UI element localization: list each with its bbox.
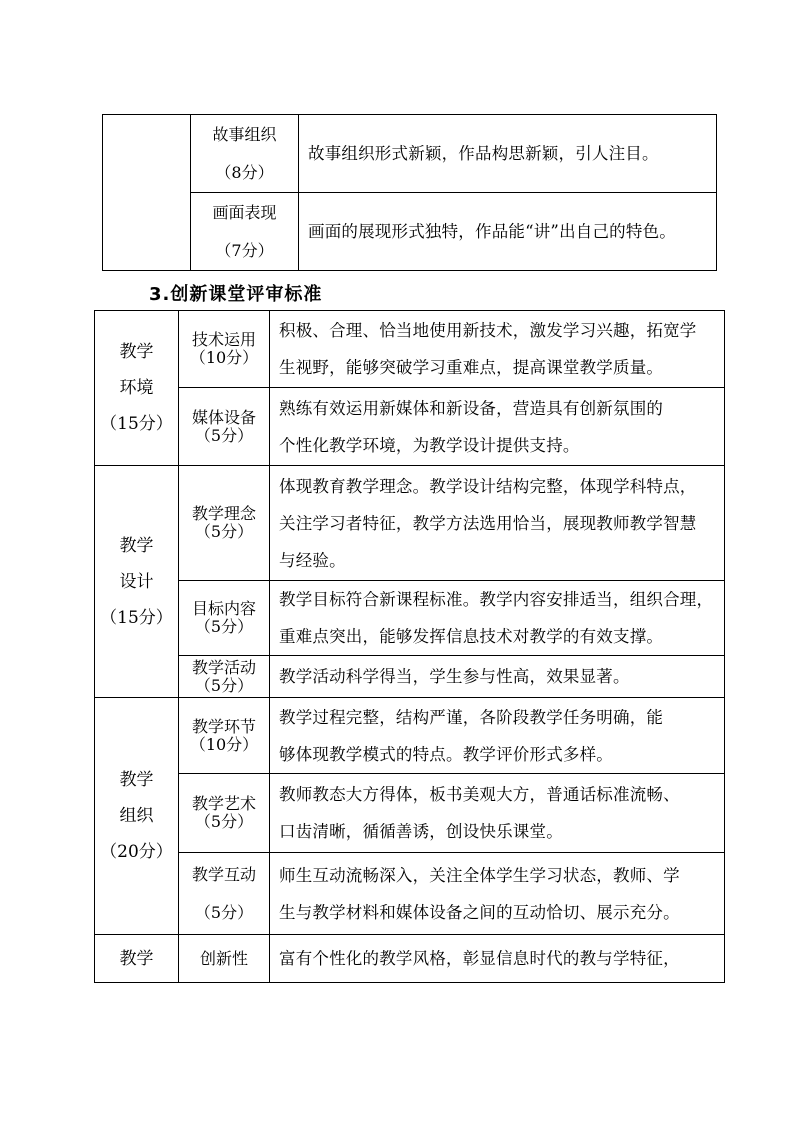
description-line: 教学活动科学得当，学生参与性高，效果显著。 <box>279 667 630 686</box>
description-line: 够体现教学模式的特点。教学评价形式多样。 <box>279 744 613 764</box>
table-row <box>95 698 725 774</box>
category-line: 教学 <box>119 770 154 790</box>
description-line: 生视野，能够突破学习重难点，提高课堂教学质量。 <box>279 358 664 377</box>
description-line: 熟练有效运用新媒体和新设备，营造具有创新氛围的 <box>279 398 664 418</box>
criterion-score: （8分） <box>215 162 274 182</box>
category-line: 设计 <box>119 571 154 592</box>
section-heading: 3.创新课堂评审标准 <box>149 284 323 305</box>
criterion-label: 画面表现 <box>212 202 277 222</box>
description-line: 教学目标符合新课程标准。教学内容安排适当，组织合理， <box>279 590 714 609</box>
description-line: 师生互动流畅深入，关注全体学生学习状态，教师、学 <box>279 865 680 885</box>
criterion-label: 创新性 <box>199 948 248 968</box>
table-row <box>95 774 725 853</box>
criterion-description <box>270 311 725 388</box>
table-row <box>95 466 725 581</box>
criterion-cell <box>179 466 270 581</box>
description-line: 重难点突出，能够发挥信息技术对教学的有效支撑。 <box>279 627 664 646</box>
criterion-label: 教学环节 <box>191 716 256 736</box>
criterion-cell <box>179 698 270 774</box>
criterion-cell <box>191 115 299 193</box>
category-score: （15分） <box>100 414 173 434</box>
description-line: 教学过程完整，结构严谨，各阶段教学任务明确，能 <box>279 707 664 727</box>
criterion-cell <box>191 193 299 271</box>
criterion-cell <box>179 311 270 388</box>
category-line: 环境 <box>119 378 154 398</box>
criterion-cell <box>179 656 270 698</box>
criterion-score: （7分） <box>215 240 274 260</box>
criterion-cell <box>179 581 270 656</box>
innovation-classroom-criteria-table <box>94 310 725 983</box>
criterion-label: 故事组织 <box>212 124 277 144</box>
table-row <box>95 581 725 656</box>
table-row <box>95 853 725 935</box>
table-row <box>103 193 717 271</box>
category-cell <box>95 935 179 983</box>
description-line: 生与教学材料和媒体设备之间的互动恰切、展示充分。 <box>279 902 680 922</box>
criterion-cell <box>179 853 270 935</box>
description-line: 体现教育教学理念。教学设计结构完整，体现学科特点， <box>279 476 697 496</box>
category-score: （15分） <box>100 607 173 628</box>
criterion-description <box>270 935 725 983</box>
criterion-score: （5分） <box>194 522 254 541</box>
table-row <box>103 115 717 193</box>
description-line: 个性化教学环境，为教学设计提供支持。 <box>279 435 580 455</box>
description-line: 富有个性化的教学风格，彰显信息时代的教与学特征， <box>279 949 680 968</box>
criterion-description <box>270 853 725 935</box>
category-line: 教学 <box>119 948 154 969</box>
description-line: 与经验。 <box>279 550 346 570</box>
criterion-score: （5分） <box>194 617 254 636</box>
criterion-score: （10分） <box>189 348 259 367</box>
criterion-score: （5分） <box>194 812 254 831</box>
criterion-cell <box>179 774 270 853</box>
description-line: 教师教态大方得体，板书美观大方，普通话标准流畅、 <box>279 785 680 804</box>
criterion-label: 媒体设备 <box>191 407 256 427</box>
category-cell <box>95 466 179 698</box>
description-line: 关注学习者特征，教学方法选用恰当，展现教师教学智慧 <box>279 513 697 533</box>
category-line: 教学 <box>119 342 154 362</box>
criterion-label: 教学理念 <box>191 504 256 523</box>
criterion-score: （5分） <box>194 425 254 445</box>
criterion-cell <box>179 935 270 983</box>
criterion-description: 故事组织形式新颖，作品构思新颖，引人注目。 <box>299 115 717 193</box>
criterion-score: （10分） <box>189 734 259 754</box>
criterion-label: 目标内容 <box>191 599 256 618</box>
criterion-description: 画面的展现形式独特，作品能“讲”出自己的特色。 <box>299 193 717 271</box>
story-criteria-table <box>102 114 717 271</box>
criterion-description <box>270 581 725 656</box>
criterion-description <box>270 388 725 466</box>
criterion-label: 教学艺术 <box>191 794 256 813</box>
criterion-label: 教学互动 <box>191 864 256 884</box>
table-row <box>95 935 725 983</box>
table-row <box>95 656 725 698</box>
category-line: 教学 <box>119 535 154 556</box>
category-cell <box>95 698 179 935</box>
empty-category-cell <box>103 115 191 271</box>
criterion-description <box>270 466 725 581</box>
criterion-description <box>270 774 725 853</box>
description-line: 口齿清晰，循循善诱，创设快乐课堂。 <box>279 822 563 841</box>
category-cell <box>95 311 179 466</box>
criterion-cell <box>179 388 270 466</box>
criterion-description <box>270 656 725 698</box>
category-line: 组织 <box>119 806 154 826</box>
table-row <box>95 311 725 388</box>
criterion-label: 技术运用 <box>191 330 256 349</box>
criterion-score: （5分） <box>194 675 254 695</box>
criterion-label: 教学活动 <box>191 657 256 677</box>
description-line: 积极、合理、恰当地使用新技术，激发学习兴趣，拓宽学 <box>279 321 697 340</box>
category-score: （20分） <box>100 842 173 862</box>
criterion-description <box>270 698 725 774</box>
table-row <box>95 388 725 466</box>
criterion-score: （5分） <box>194 902 254 922</box>
